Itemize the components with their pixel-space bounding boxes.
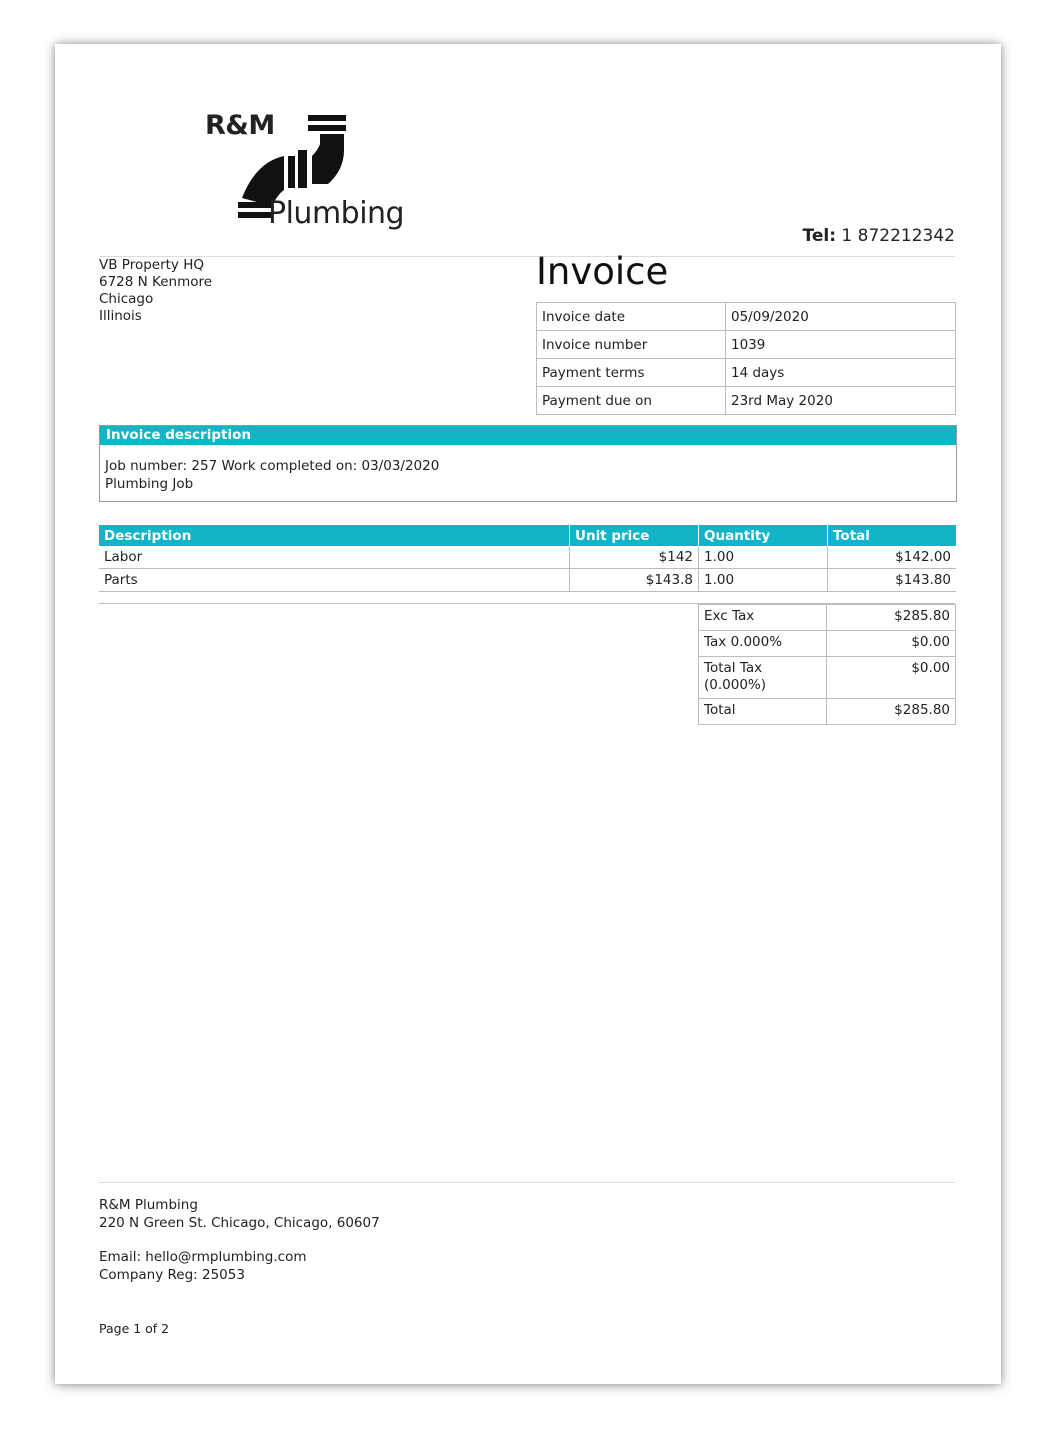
meta-value: 23rd May 2020: [726, 387, 956, 415]
description-header: Invoice description: [100, 426, 956, 445]
invoice-description-box: [99, 425, 957, 502]
item-quantity: 1.00: [699, 546, 828, 569]
meta-row: [537, 387, 956, 415]
footer-email: Email: hello@rmplumbing.com: [99, 1249, 307, 1265]
footer-company-name: R&M Plumbing: [99, 1197, 198, 1213]
item-total: $142.00: [828, 546, 957, 569]
meta-label: Payment due on: [537, 387, 726, 415]
line-items-table: [99, 525, 956, 592]
description-line-job: Job number: 257 Work completed on: 03/03/2020: [105, 458, 440, 474]
totals-table: [698, 604, 956, 725]
meta-label: Payment terms: [537, 359, 726, 387]
company-footer: [99, 1196, 380, 1284]
tel-value: 1 872212342: [841, 226, 955, 246]
client-city: Chicago: [99, 291, 154, 307]
col-unit-price: Unit price: [570, 525, 699, 546]
item-description: Labor: [99, 546, 570, 569]
col-quantity: Quantity: [699, 525, 828, 546]
meta-label: Invoice number: [537, 331, 726, 359]
totals-value: $285.80: [827, 605, 956, 631]
footer-divider: [99, 1182, 955, 1183]
meta-row: [537, 331, 956, 359]
meta-label: Invoice date: [537, 303, 726, 331]
item-total: $143.80: [828, 569, 957, 592]
totals-row: [699, 605, 956, 631]
logo-text-rm: R&M: [205, 110, 275, 141]
description-line-type: Plumbing Job: [105, 476, 194, 492]
item-unit-price: $142: [570, 546, 699, 569]
footer-address: 220 N Green St. Chicago, Chicago, 60607: [99, 1215, 380, 1231]
table-row: [99, 569, 956, 592]
col-description: Description: [99, 525, 570, 546]
client-name: VB Property HQ: [99, 257, 204, 273]
client-street: 6728 N Kenmore: [99, 274, 213, 290]
table-row: [99, 546, 956, 569]
company-phone: [803, 226, 955, 246]
totals-value: $0.00: [827, 657, 956, 699]
totals-value: $0.00: [827, 631, 956, 657]
invoice-meta-table: [536, 302, 956, 415]
totals-label: Tax 0.000%: [699, 631, 827, 657]
logo-text-plumbing: Plumbing: [268, 196, 405, 231]
meta-row: [537, 303, 956, 331]
totals-row: [699, 657, 956, 699]
item-description: Parts: [99, 569, 570, 592]
items-header-row: [99, 525, 956, 546]
invoice-title: Invoice: [536, 250, 669, 293]
invoice-page: [55, 44, 1001, 1384]
totals-label: Total: [699, 699, 827, 725]
company-logo: [205, 110, 420, 236]
meta-value: 05/09/2020: [726, 303, 956, 331]
totals-row: [699, 631, 956, 657]
totals-value: $285.80: [827, 699, 956, 725]
meta-value: 1039: [726, 331, 956, 359]
description-body: [100, 445, 956, 493]
item-quantity: 1.00: [699, 569, 828, 592]
tel-label: Tel:: [802, 226, 837, 246]
totals-row: [699, 699, 956, 725]
page-number: Page 1 of 2: [99, 1321, 170, 1336]
totals-label: Exc Tax: [699, 605, 827, 631]
client-address: [99, 257, 212, 325]
meta-row: [537, 359, 956, 387]
footer-company-reg: Company Reg: 25053: [99, 1267, 245, 1283]
col-total: Total: [828, 525, 957, 546]
totals-label: Total Tax (0.000%): [699, 657, 827, 699]
header-divider: [99, 256, 955, 257]
client-state: Illinois: [99, 308, 142, 324]
meta-value: 14 days: [726, 359, 956, 387]
item-unit-price: $143.8: [570, 569, 699, 592]
